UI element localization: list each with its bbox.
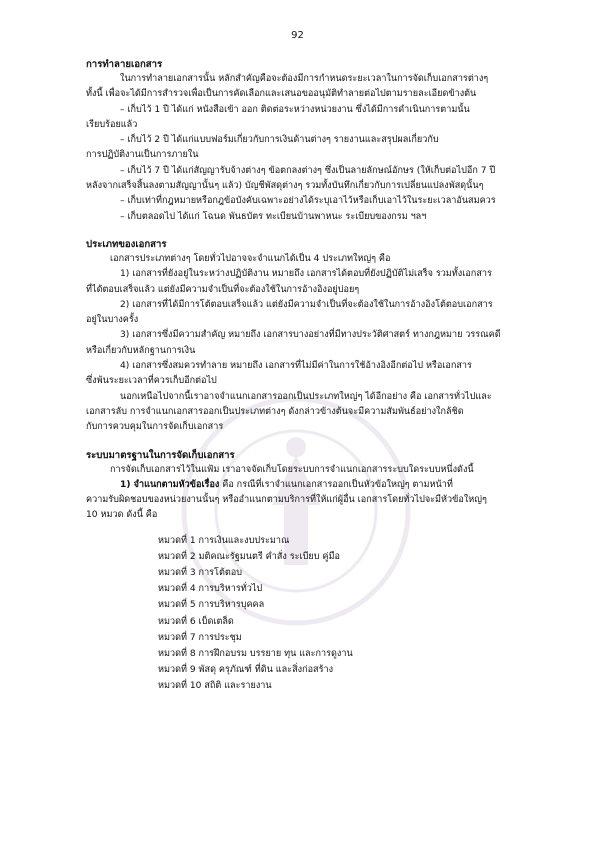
category-item: หมวดที่ 2 มติคณะรัฐมนตรี คำสั่ง ระเบียบ คู่มือ bbox=[158, 551, 340, 562]
method-text: คือ กรณีที่เราจำแนกเอกสารออกเป็นหัวข้อใหญ่ๆ ตามหน้าที่ bbox=[219, 479, 453, 490]
text-line: การปฏิบัติงานเป็นการภายใน bbox=[86, 150, 199, 161]
numbered-item: 2) เอกสารที่ได้มีการโต้ตอบเสร็จแล้ว แต่ยังมีความจำเป็นที่จะต้องใช้ในการอ้างอิงโต้ตอบเอกสาร bbox=[120, 299, 493, 310]
section-heading-filing-standards: ระบบมาตรฐานในการจัดเก็บเอกสาร bbox=[86, 449, 235, 461]
section-heading-document-types: ประเภทของเอกสาร bbox=[86, 238, 167, 250]
section-heading-destruction: การทำลายเอกสาร bbox=[86, 59, 163, 70]
text-line: ความรับผิดชอบของหน่วยงานนั้นๆ หรืออำแนกตามบริการที่ให้แก่ผู้อื่น เอกสารโดยทั่วไปจะมีหัวข้อใหญ่ๆ bbox=[86, 495, 487, 506]
page-number: 92 bbox=[291, 30, 304, 41]
text-line: ซึ่งพ้นระยะเวลาที่ควรเก็บอีกต่อไป bbox=[86, 376, 217, 387]
category-item: หมวดที่ 7 การประชุม bbox=[158, 632, 242, 643]
category-item: หมวดที่ 5 การบริหารบุคคล bbox=[158, 600, 265, 611]
text-line: 10 หมวด ดังนี้ คือ bbox=[86, 510, 158, 521]
bullet-item: – เก็บเท่าที่กฎหมายหรือกฎข้อบังคับเฉพาะอย่างได้ระบุเอาไว้หรือเก็บเอาไว้ในระยะเวลาอันสมควร bbox=[120, 196, 496, 207]
method-lead: 1) จำแนกตามหัวข้อเรื่อง bbox=[120, 479, 220, 490]
category-item: หมวดที่ 8 การฝึกอบรม บรรยาย ทุน และการดูงาน bbox=[158, 649, 353, 660]
category-item: หมวดที่ 9 พัสดุ ครุภัณฑ์ ที่ดิน และสิ่งก่อสร้าง bbox=[158, 665, 334, 676]
bullet-item: – เก็บไว้ 7 ปี ได้แก่สัญญารับจ้างต่างๆ ข้อตกลงต่างๆ ซึ่งเป็นลายลักษณ์อักษร (ให้เก็บต่อไปอีก 7 ปี bbox=[120, 165, 496, 176]
category-item: หมวดที่ 10 สถิติ และรายงาน bbox=[158, 681, 272, 692]
category-item: หมวดที่ 6 เบ็ดเตล็ด bbox=[158, 616, 234, 627]
document-body bbox=[86, 57, 510, 695]
category-item: หมวดที่ 1 การเงินและงบประมาณ bbox=[158, 535, 290, 546]
text-line: ทั้งนี้ เพื่อจะได้มีการสำรวจเพื่อเป็นการคัดเลือกและเสนอขออนุมัติทำลายต่อไปตามรายละเอียดข้างต้น bbox=[86, 89, 477, 100]
method-line bbox=[86, 478, 510, 493]
text-line: หรือเกี่ยวกับหลักฐานการเงิน bbox=[86, 345, 196, 356]
text-line: ในการทำลายเอกสารนั้น หลักสำคัญคือจะต้องมีการกำหนดระยะเวลาในการจัดเก็บเอกสารต่างๆ bbox=[120, 74, 489, 84]
category-item: หมวดที่ 3 การโต้ตอบ bbox=[158, 568, 242, 579]
text-line: นอกเหนือไปจากนี้เราอาจจำแนกเอกสารออกเป็นประเภทใหญ่ๆ ได้อีกอย่าง คือ เอกสารทั่วไปและ bbox=[120, 391, 492, 402]
text-line: อยู่ในบางครั้ง bbox=[86, 315, 139, 326]
category-item: หมวดที่ 4 การบริหารทั่วไป bbox=[158, 584, 263, 595]
bullet-item: – เก็บไว้ 1 ปี ได้แก่ หนังสือเข้า ออก ติดต่อระหว่างหน่วยงาน ซึ่งได้มีการดำเนินการตามนั้น bbox=[120, 104, 470, 115]
text-line: ที่ได้ตอบเสร็จแล้ว แต่ยังมีความจำเป็นที่จะต้องใช้ในการอ้างอิงอยู่บ่อยๆ bbox=[86, 284, 360, 295]
numbered-item: 1) เอกสารที่ยังอยู่ในระหว่างปฏิบัติงาน หมายถึง เอกสารได้ตอบที่ยังปฏิบัติไม่เสร็จ รวมทั้งเอกสาร bbox=[120, 269, 492, 280]
text-line: เอกสารลับ การจำแนกเอกสารออกเป็นประเภทต่างๆ ดังกล่าวข้างต้นจะมีความสัมพันธ์อย่างใกล้ชิด bbox=[86, 406, 464, 417]
text-line: เอกสารประเภทต่างๆ โดยทั่วไปอาจจะจำแนกได้เป็น 4 ประเภทใหญ่ๆ คือ bbox=[110, 253, 391, 264]
text-line: หลังจากเสร็จสิ้นลงตามสัญญานั้นๆ แล้ว) บัญชีพัสดุต่างๆ รวมทั้งบันทึกเกี่ยวกับการเปลี่ยนแปลงพัสดุนั้นๆ bbox=[86, 181, 484, 192]
text-line: กับการควบคุมในการจัดเก็บเอกสาร bbox=[86, 422, 224, 433]
text-line: เรียบร้อยแล้ว bbox=[86, 119, 138, 130]
numbered-item: 3) เอกสารซึ่งมีความสำคัญ หมายถึง เอกสารบางอย่างที่มีทางประวัติศาสตร์ ทางกฎหมาย วรรณคดี bbox=[120, 330, 501, 341]
bullet-item: – เก็บไว้ 2 ปี ได้แก่แบบฟอร์มเกี่ยวกับการเงินด้านต่างๆ รายงานและสรุปผลเกี่ยวกับ bbox=[120, 135, 439, 146]
bullet-item: – เก็บตลอดไป ได้แก่ โฉนด พันธบัตร ทะเบียนบ้านพาหนะ ระเบียบของกรม ฯลฯ bbox=[120, 211, 427, 222]
numbered-item: 4) เอกสารซึ่งสมควรทำลาย หมายถึง เอกสารที่ไม่มีค่าในการใช้อ้างอิงอีกต่อไป หรือเอกสาร bbox=[120, 361, 472, 372]
text-line: การจัดเก็บเอกสารไว้ในแฟ้ม เราอาจจัดเก็บโดยระบบการจำแนกเอกสารระบบใดระบบหนึ่งดังนี้ bbox=[110, 464, 474, 475]
